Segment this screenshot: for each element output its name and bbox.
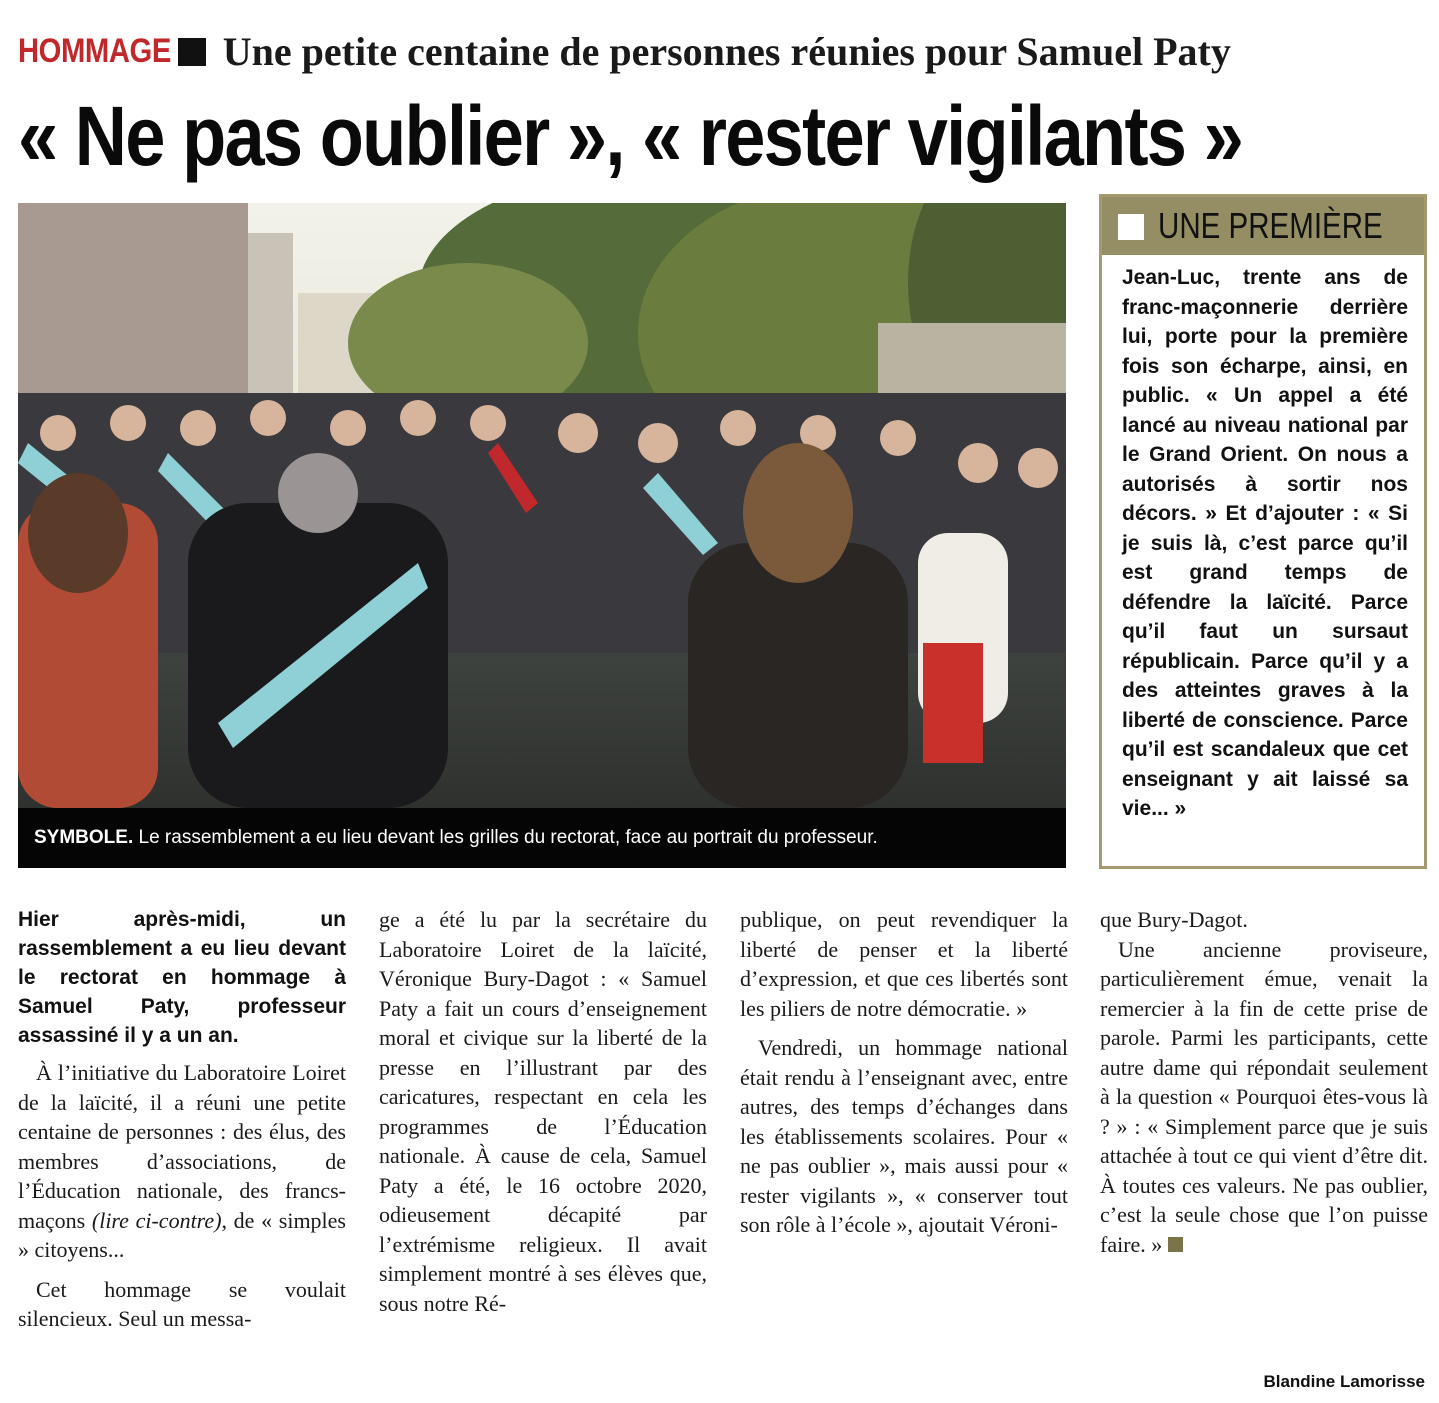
article-paragraph-3: publique, on peut revendiquer la liberté de penser et la liberté d’expression, et que ces libertés sont les piliers de notre démocratie. » xyxy=(740,907,1068,1021)
end-square-icon xyxy=(1168,1237,1183,1252)
kicker xyxy=(18,28,1418,78)
article-paragraph-4: Vendredi, un hommage national était rendu à l’enseignant avec, entre autres, des temps d’échanges dans les établissements scolaires. Pour « ne pas oublier », mais aussi pour « rester vigilants », « conserver tout son rôle à l’école », ajoutait Véroni- xyxy=(740,1035,1068,1237)
caption-text: Le rassemblement a eu lieu devant les grilles du rectorat, face au portrait du professeur. xyxy=(133,827,878,848)
article-photo xyxy=(18,203,1066,808)
sidebar-box xyxy=(1099,194,1427,869)
paragraph-5-text: Une ancienne proviseure, particulièrement émue, venait la remercier à la fin de cette prise de parole. Parmi les participants, cette autre dame qui répondait seulement à la question « Pourquoi êtes-vous là ? » : « Simplement parce que je suis attachée à tout ce qui vient d’être dit. À toutes ces valeurs. Ne pas oublier, c’est la seule chose que l’on puisse faire. » xyxy=(1100,936,1428,1257)
article-column-2 xyxy=(379,905,707,1375)
kicker-subtitle: Une petite centaine de personnes réunies pour Samuel Paty xyxy=(222,29,1231,74)
article-lead: Hier après-midi, un rassemblement a eu lieu devant le rectorat en hommage à Samuel Paty, professeur assassiné il y a un an. xyxy=(18,908,346,1047)
sidebar-text: Jean-Luc, trente ans de franc-maçonnerie derrière lui, porte pour la première fois son écharpe, ainsi, en public. « Un appel a été lancé au niveau national par le Grand Orient. On nous a autorisés à sortir nos décors. » Et d’ajouter : « Si je suis là, c’est parce qu’il est grand temps de défendre la laïcité. Parce qu’il faut un sursaut républicain. Parce qu’il y a des atteintes graves à la liberté de conscience. Parce qu’il est scandaleux que cet enseignant y ait laissé sa vie... » xyxy=(1122,266,1408,820)
article-column-1 xyxy=(18,905,346,1375)
photo-caption xyxy=(18,808,1066,868)
article-column-4 xyxy=(1100,905,1428,1375)
headline: « Ne pas oublier », « rester vigilants » xyxy=(18,89,1243,183)
caption-label: SYMBOLE. xyxy=(34,827,134,848)
paragraph-1-end: , de « simples » citoyens... xyxy=(18,1207,346,1262)
article-column-3 xyxy=(740,905,1068,1375)
byline: Blandine Lamorisse xyxy=(1263,1372,1425,1391)
article-paragraph-2-cont: ge a été lu par la secrétaire du Laboratoire Loiret de la laïcité, Véronique Bury-Dagot : « Samuel Paty a fait un cours d’enseignement moral et civique sur la liberté de la presse en l’illustrant par des caricatures, respectant en cela les programmes de l’Éducation nationale. À cause de cela, Samuel Paty a été, le 16 octobre 2020, odieusement décapité par l’extrémisme religieux. Il avait simplement montré à ses élèves que, sous notre Ré- xyxy=(379,907,707,1316)
crowd-photo-illustration xyxy=(18,203,1066,808)
article-paragraph-5 xyxy=(1100,935,1428,1260)
white-square-icon xyxy=(1118,214,1144,240)
article-paragraph-4-cont: que Bury-Dagot. xyxy=(1100,907,1248,932)
article-paragraph-1 xyxy=(18,1058,346,1265)
paragraph-1-text: À l’initiative du Laboratoire Loiret de la laïcité, il a réuni une petite centaine de personnes : des élus, des membres d’associations, de l’Éducation nationale, des francs-maçons xyxy=(18,1060,346,1233)
section-tag: HOMMAGE xyxy=(18,32,171,70)
paragraph-1-italic: (lire ci-contre) xyxy=(91,1207,222,1233)
black-square-icon xyxy=(178,38,206,66)
sidebar-title: UNE PREMIÈRE xyxy=(1158,205,1383,246)
sidebar-header xyxy=(1102,197,1424,255)
article-paragraph-2: Cet hommage se voulait silencieux. Seul un messa- xyxy=(18,1276,346,1331)
